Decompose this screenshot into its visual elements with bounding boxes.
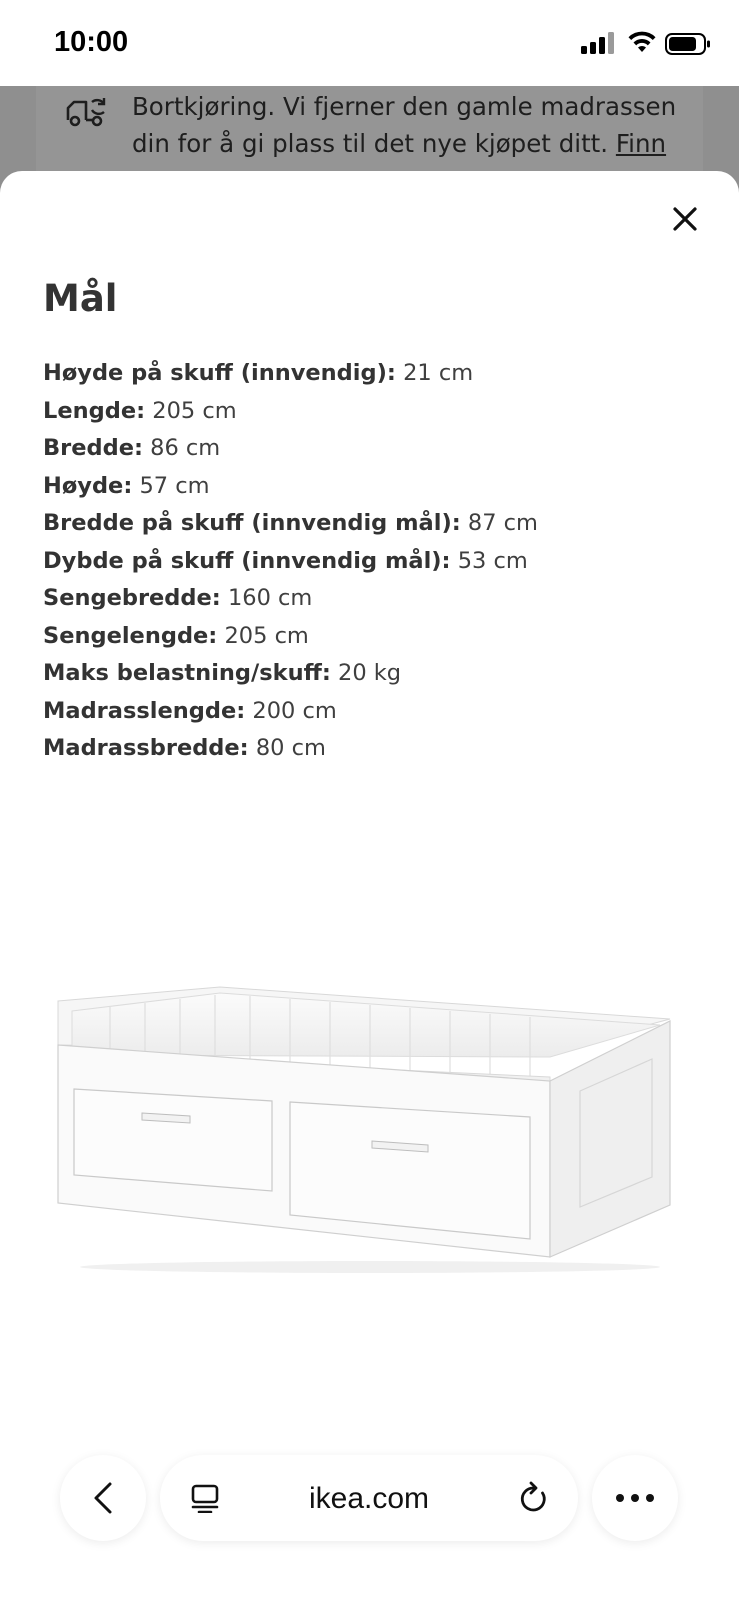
product-image	[50, 981, 690, 1281]
dimension-value: 160 cm	[227, 585, 313, 611]
battery-icon	[665, 33, 711, 55]
dimension-value: 20 kg	[338, 660, 402, 686]
status-time: 10:00	[54, 26, 129, 58]
dimensions-sheet	[0, 171, 739, 1600]
close-button[interactable]	[667, 201, 703, 237]
url-text[interactable]: ikea.com	[308, 1482, 430, 1515]
dimension-value: 21 cm	[403, 360, 474, 386]
dimension-label: Sengelengde:	[43, 622, 218, 649]
dimension-label: Dybde på skuff (innvendig mål):	[43, 547, 451, 574]
dimension-row	[43, 355, 703, 393]
dimension-label: Madrassbredde:	[43, 735, 249, 761]
dimension-label: Høyde:	[43, 472, 133, 499]
chevron-left-icon	[91, 1481, 115, 1515]
dimension-value: 80 cm	[255, 735, 326, 761]
dimension-label: Lengde:	[43, 397, 146, 424]
more-button[interactable]	[592, 1455, 678, 1541]
dimension-value: 205 cm	[152, 397, 237, 424]
dimension-label: Høyde på skuff (innvendig):	[43, 360, 396, 386]
back-button[interactable]	[60, 1455, 146, 1541]
dimension-row	[43, 543, 703, 581]
dimension-row	[43, 430, 703, 468]
truck-recycle-icon	[64, 92, 108, 128]
dimension-row	[43, 580, 703, 618]
status-icons	[581, 30, 711, 60]
wifi-icon	[627, 30, 657, 54]
address-bar[interactable]	[160, 1455, 578, 1541]
dimension-value: 57 cm	[139, 472, 210, 499]
dimension-row	[43, 505, 703, 543]
dimension-label: Maks belastning/skuff:	[43, 660, 331, 686]
status-bar	[0, 0, 739, 86]
dimension-value: 87 cm	[467, 510, 538, 536]
dimension-label: Sengebredde:	[43, 585, 221, 611]
dimension-label: Madrasslengde:	[43, 697, 246, 724]
reload-icon[interactable]	[518, 1481, 550, 1515]
page-title: Mål	[43, 277, 118, 320]
dimension-value: 200 cm	[252, 697, 337, 724]
dimension-label: Bredde på skuff (innvendig mål):	[43, 510, 461, 536]
dimension-label: Bredde:	[43, 435, 143, 461]
dimension-value: 86 cm	[150, 435, 221, 461]
dimension-row	[43, 655, 703, 693]
dimensions-list	[43, 355, 703, 768]
close-icon	[672, 206, 698, 232]
dimension-value: 53 cm	[457, 547, 528, 574]
dimension-row	[43, 393, 703, 431]
dimension-row	[43, 618, 703, 656]
dimension-row	[43, 693, 703, 731]
banner-message: Bortkjøring. Vi fjerner den gamle madrassen din for å gi plass til det nye kjøpet ditt.	[132, 92, 677, 158]
banner-link[interactable]: Finn	[615, 129, 667, 158]
dimension-value: 205 cm	[224, 622, 309, 649]
browser-toolbar	[0, 1440, 739, 1600]
dimension-row	[43, 468, 703, 506]
banner-text	[132, 88, 692, 162]
signal-icon	[581, 32, 615, 54]
more-icon	[615, 1493, 655, 1503]
dimension-row	[43, 730, 703, 768]
